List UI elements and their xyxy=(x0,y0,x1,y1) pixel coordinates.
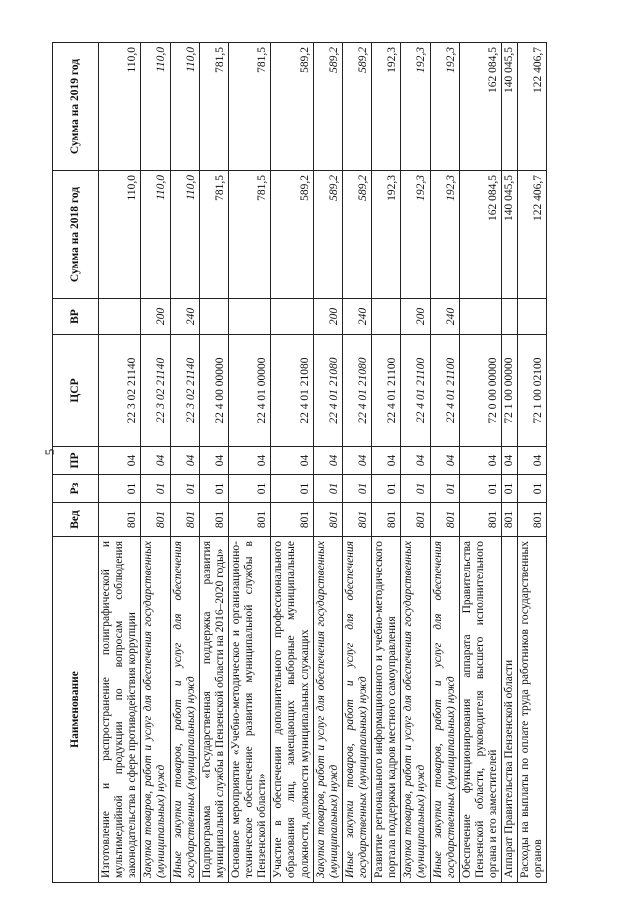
cell-pr: 04 xyxy=(141,447,170,475)
cell-name: Расходы на выплаты по оплате труда работников государственных органов xyxy=(518,537,547,883)
cell-ved: 801 xyxy=(99,503,141,537)
cell-pr: 04 xyxy=(228,447,270,475)
cell-csr: 72 0 00 00000 xyxy=(459,335,501,447)
table-row xyxy=(518,43,547,883)
cell-pr: 04 xyxy=(372,447,401,475)
cell-pr: 04 xyxy=(459,447,501,475)
cell-s2018: 781,5 xyxy=(199,171,228,299)
header-sum-2018: Сумма на 2018 год xyxy=(53,171,99,299)
cell-s2019: 192,3 xyxy=(372,43,401,171)
cell-ved: 801 xyxy=(459,503,501,537)
cell-s2018: 781,5 xyxy=(228,171,270,299)
cell-rz: 01 xyxy=(170,475,199,503)
cell-csr: 22 4 00 00000 xyxy=(199,335,228,447)
header-vr: ВР xyxy=(53,299,99,335)
table-row xyxy=(199,43,228,883)
cell-s2019: 122 406,7 xyxy=(518,43,547,171)
cell-pr: 04 xyxy=(313,447,342,475)
cell-pr: 04 xyxy=(271,447,313,475)
cell-name: Закупка товаров, работ и услуг для обеспечения государственных (муниципальных) нужд xyxy=(313,537,342,883)
table-row xyxy=(342,43,371,883)
cell-name: Основное мероприятие «Учебно-методическое и организационно-техническое обеспечение развития муниципальной службы в Пензенской области» xyxy=(228,537,270,883)
cell-pr: 04 xyxy=(342,447,371,475)
cell-s2019: 110,0 xyxy=(99,43,141,171)
cell-csr: 72 1 00 02100 xyxy=(518,335,547,447)
budget-table xyxy=(52,42,547,883)
table-row xyxy=(141,43,170,883)
cell-pr: 04 xyxy=(170,447,199,475)
cell-name: Закупка товаров, работ и услуг для обеспечения государственных (муниципальных) нужд xyxy=(401,537,430,883)
cell-pr: 04 xyxy=(430,447,459,475)
table-row xyxy=(502,43,518,883)
cell-name: Изготовление и распространение полиграфической и мультимедийной продукции по вопросам соблюдения законодательства в сфере противодействия коррупции xyxy=(99,537,141,883)
cell-pr: 04 xyxy=(502,447,518,475)
cell-s2018: 589,2 xyxy=(271,171,313,299)
cell-ved: 801 xyxy=(401,503,430,537)
table-row xyxy=(271,43,313,883)
cell-pr: 04 xyxy=(199,447,228,475)
cell-name: Подпрограмма «Государственная поддержка развития муниципальной службы в Пензенской области на 2016–2020 годы» xyxy=(199,537,228,883)
cell-name: Развитие регионального информационного и учебно-методического портала поддержки кадров местного самоуправления xyxy=(372,537,401,883)
cell-s2018: 192,3 xyxy=(430,171,459,299)
cell-name: Аппарат Правительства Пензенской области xyxy=(502,537,518,883)
cell-pr: 04 xyxy=(99,447,141,475)
cell-s2019: 781,5 xyxy=(199,43,228,171)
cell-rz: 01 xyxy=(518,475,547,503)
table-row xyxy=(372,43,401,883)
cell-ved: 801 xyxy=(518,503,547,537)
cell-s2018: 140 045,5 xyxy=(502,171,518,299)
cell-vr: 240 xyxy=(430,299,459,335)
cell-csr: 22 3 02 21140 xyxy=(170,335,199,447)
cell-s2019: 162 084,5 xyxy=(459,43,501,171)
cell-rz: 01 xyxy=(199,475,228,503)
cell-ved: 801 xyxy=(342,503,371,537)
cell-ved: 801 xyxy=(141,503,170,537)
page-number: 5 xyxy=(42,448,57,456)
cell-name: Иные закупки товаров, работ и услуг для обеспечения государственных (муниципальных) нужд xyxy=(342,537,371,883)
cell-rz: 01 xyxy=(228,475,270,503)
cell-rz: 01 xyxy=(99,475,141,503)
cell-csr: 22 4 01 00000 xyxy=(228,335,270,447)
cell-vr xyxy=(459,299,501,335)
header-ved: Вед xyxy=(53,503,99,537)
cell-vr: 240 xyxy=(342,299,371,335)
cell-rz: 01 xyxy=(459,475,501,503)
cell-s2019: 589,2 xyxy=(313,43,342,171)
cell-s2018: 589,2 xyxy=(342,171,371,299)
table-row xyxy=(401,43,430,883)
cell-vr: 200 xyxy=(141,299,170,335)
cell-csr: 22 3 02 21140 xyxy=(141,335,170,447)
cell-vr: 200 xyxy=(313,299,342,335)
cell-name: Закупка товаров, работ и услуг для обеспечения государственных (муниципальных) нужд xyxy=(141,537,170,883)
table-body xyxy=(99,43,547,883)
cell-s2019: 110,0 xyxy=(170,43,199,171)
cell-vr xyxy=(271,299,313,335)
cell-ved: 801 xyxy=(170,503,199,537)
cell-name: Участие в обеспечении дополнительного профессионального образования лиц, замещающих выборные муниципальные должности, должности муниципальных служащих xyxy=(271,537,313,883)
cell-s2019: 140 045,5 xyxy=(502,43,518,171)
cell-s2018: 122 406,7 xyxy=(518,171,547,299)
table-row xyxy=(459,43,501,883)
cell-pr: 04 xyxy=(401,447,430,475)
cell-csr: 22 4 01 21080 xyxy=(342,335,371,447)
cell-rz: 01 xyxy=(342,475,371,503)
table-row xyxy=(99,43,141,883)
cell-csr: 22 4 01 21100 xyxy=(401,335,430,447)
cell-s2019: 192,3 xyxy=(401,43,430,171)
cell-rz: 01 xyxy=(372,475,401,503)
header-csr: ЦСР xyxy=(53,335,99,447)
cell-ved: 801 xyxy=(372,503,401,537)
cell-s2019: 192,3 xyxy=(430,43,459,171)
cell-s2019: 589,2 xyxy=(271,43,313,171)
cell-vr xyxy=(518,299,547,335)
table-header-row xyxy=(53,43,99,883)
cell-vr xyxy=(502,299,518,335)
cell-ved: 801 xyxy=(313,503,342,537)
cell-ved: 801 xyxy=(228,503,270,537)
cell-s2019: 110,0 xyxy=(141,43,170,171)
cell-csr: 22 3 02 21140 xyxy=(99,335,141,447)
cell-rz: 01 xyxy=(502,475,518,503)
cell-rz: 01 xyxy=(401,475,430,503)
cell-s2018: 192,3 xyxy=(401,171,430,299)
cell-ved: 801 xyxy=(199,503,228,537)
table-row xyxy=(170,43,199,883)
cell-vr: 240 xyxy=(170,299,199,335)
cell-vr xyxy=(199,299,228,335)
cell-vr xyxy=(99,299,141,335)
cell-vr xyxy=(372,299,401,335)
cell-s2018: 589,2 xyxy=(313,171,342,299)
cell-name: Обеспечение функционирования аппарата Правительства Пензенской области, руководителя высшего исполнительного органа и его заместителей xyxy=(459,537,501,883)
cell-vr xyxy=(228,299,270,335)
budget-table-rotated xyxy=(52,43,545,883)
header-name: Наименование xyxy=(53,537,99,883)
cell-csr: 72 1 00 00000 xyxy=(502,335,518,447)
cell-csr: 22 4 01 21080 xyxy=(313,335,342,447)
header-pr: ПР xyxy=(53,447,99,475)
cell-name: Иные закупки товаров, работ и услуг для обеспечения государственных (муниципальных) нужд xyxy=(430,537,459,883)
header-sum-2019: Сумма на 2019 год xyxy=(53,43,99,171)
cell-ved: 801 xyxy=(502,503,518,537)
table-row xyxy=(430,43,459,883)
cell-s2019: 589,2 xyxy=(342,43,371,171)
cell-csr: 22 4 01 21080 xyxy=(271,335,313,447)
table-row xyxy=(313,43,342,883)
cell-ved: 801 xyxy=(430,503,459,537)
cell-csr: 22 4 01 21100 xyxy=(372,335,401,447)
cell-rz: 01 xyxy=(430,475,459,503)
cell-rz: 01 xyxy=(141,475,170,503)
cell-vr: 200 xyxy=(401,299,430,335)
table-row xyxy=(228,43,270,883)
cell-s2018: 110,0 xyxy=(141,171,170,299)
cell-ved: 801 xyxy=(271,503,313,537)
cell-s2019: 781,5 xyxy=(228,43,270,171)
cell-name: Иные закупки товаров, работ и услуг для обеспечения государственных (муниципальных) нужд xyxy=(170,537,199,883)
cell-s2018: 162 084,5 xyxy=(459,171,501,299)
cell-s2018: 192,3 xyxy=(372,171,401,299)
cell-pr: 04 xyxy=(518,447,547,475)
header-rz: Рз xyxy=(53,475,99,503)
cell-s2018: 110,0 xyxy=(170,171,199,299)
cell-rz: 01 xyxy=(271,475,313,503)
cell-s2018: 110,0 xyxy=(99,171,141,299)
cell-csr: 22 4 01 21100 xyxy=(430,335,459,447)
cell-rz: 01 xyxy=(313,475,342,503)
